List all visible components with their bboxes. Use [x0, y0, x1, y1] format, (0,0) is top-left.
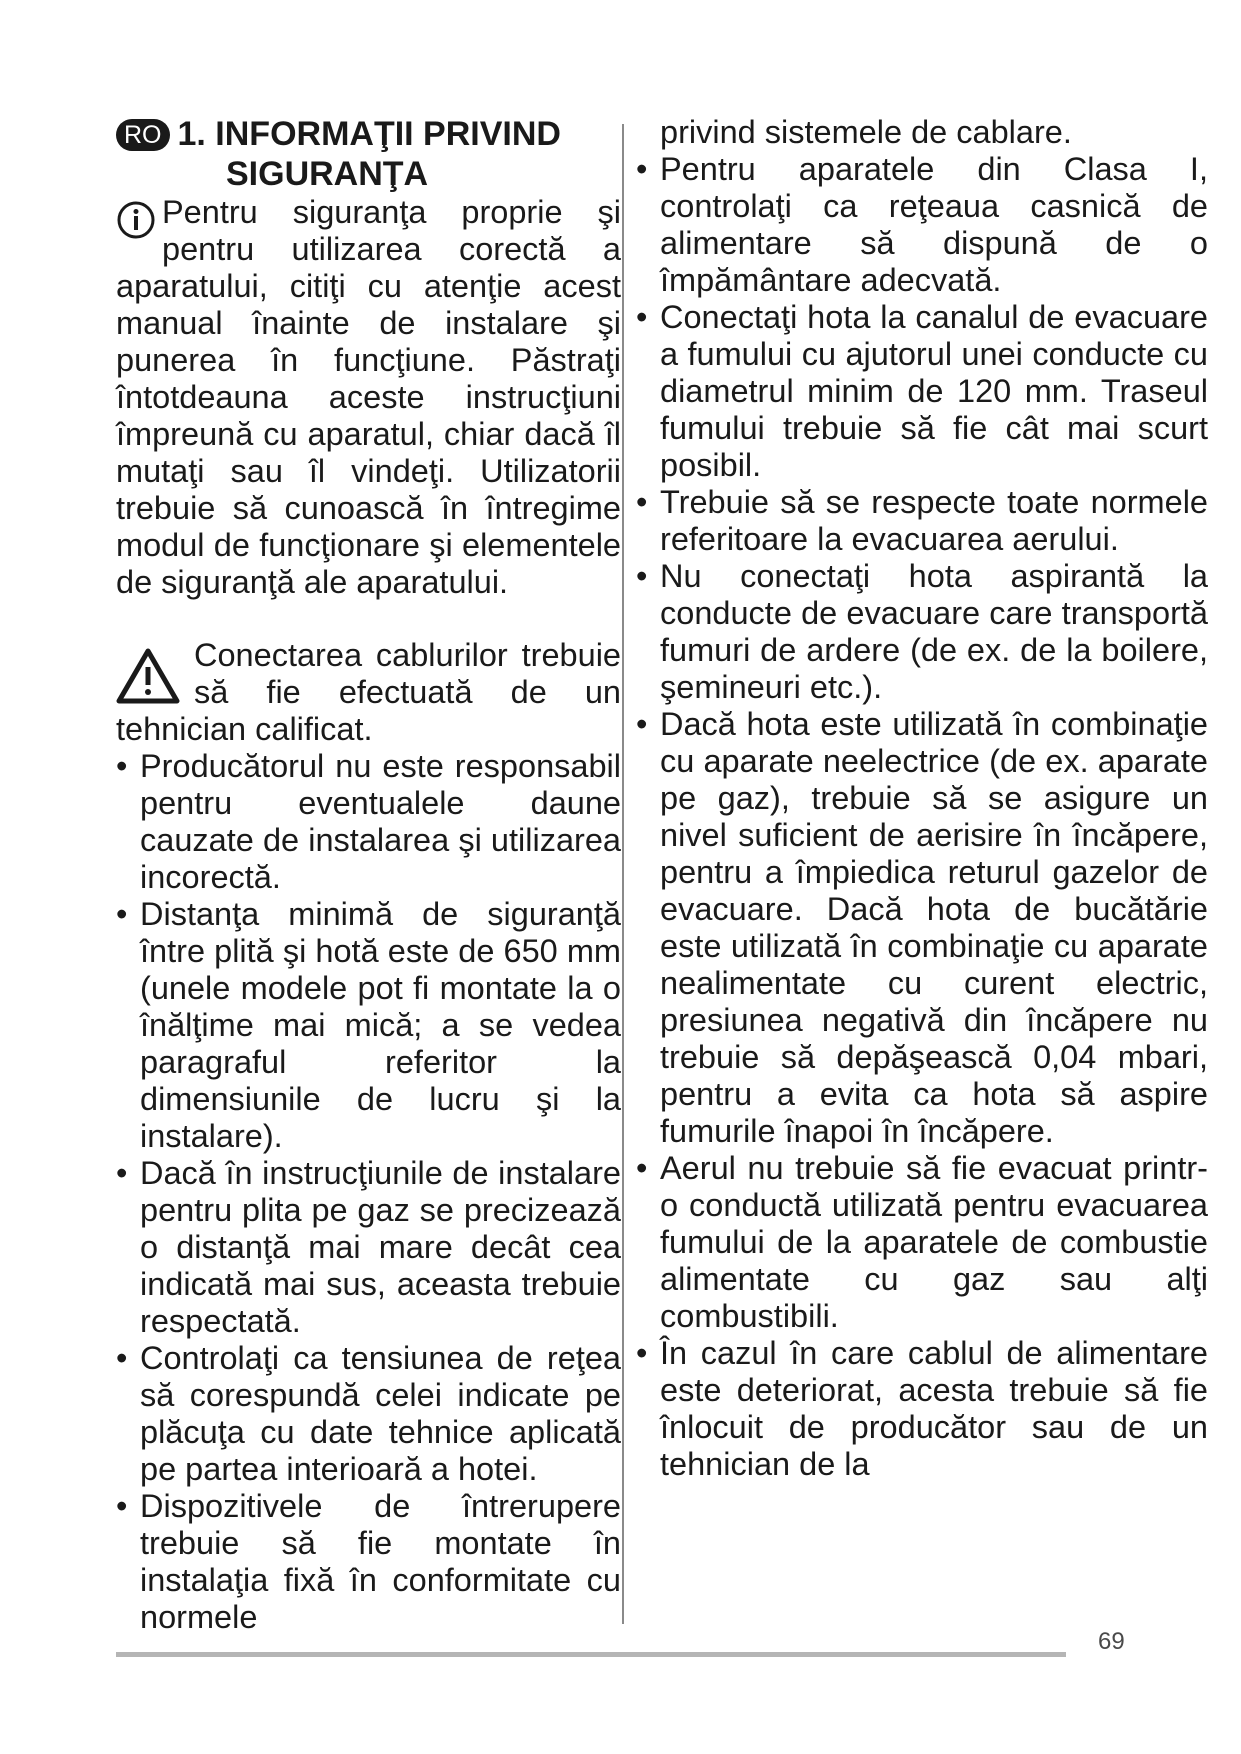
- list-item: • Producătorul nu este responsabil pentru eventualele daune cauzate de instalarea şi utilizarea incorectă.: [116, 748, 621, 896]
- warning-icon: [116, 647, 180, 705]
- info-icon: [116, 200, 156, 240]
- page-number: 69: [1098, 1628, 1125, 1655]
- list-item: • Conectaţi hota la canalul de evacuare a fumului cu ajutorul unei conducte cu diametrul minim de 120 mm. Traseul fumului trebuie să fie cât mai scurt posibil.: [636, 299, 1208, 484]
- heading-line-2: SIGURANŢA: [226, 155, 429, 193]
- language-badge: RO: [116, 119, 170, 151]
- section-heading: [116, 114, 621, 154]
- list-item: • În cazul în care cablul de alimentare este deteriorat, acesta trebuie să fie înlocuit de producător sau de un tehnician de la: [636, 1335, 1208, 1483]
- list-item: • Dacă hota este utilizată în combinaţie cu aparate neelectrice (de ex. aparate pe gaz), trebuie să se asigure un nivel suficient de aerisire în încăpere, pentru a împiedica returul gazelor de evacuare. Dacă hota de bucătărie este utilizată în combinaţie cu aparate nealimentate cu curent electric, presiunea negativă din încăpere nu trebuie să depăşească 0,04 mbari, pentru a evita ca hota să aspire fumurile înapoi în încăpere.: [636, 706, 1208, 1150]
- warning-block: [116, 637, 621, 748]
- footer-rule: [116, 1652, 1066, 1657]
- left-column: [116, 114, 621, 1636]
- list-item: • Controlaţi ca tensiunea de reţea să corespundă celei indicate pe plăcuţa cu date tehnice aplicată pe partea interioară a hotei.: [116, 1340, 621, 1488]
- list-item: • Distanţa minimă de siguranţă între plită şi hotă este de 650 mm (unele modele pot fi montate la o înălţime mai mică; a se vedea paragraful referitor la dimensiunile de lucru şi la instalare).: [116, 896, 621, 1155]
- list-item: • Pentru aparatele din Clasa I, controlaţi ca reţeaua casnică de alimentare să dispună de o împământare adecvată.: [636, 151, 1208, 299]
- right-column: [636, 114, 1208, 1483]
- warning-text: Conectarea cablurilor trebuie să fie efectuată de un tehnician calificat.: [116, 637, 621, 747]
- heading-line-1: 1. INFORMAŢII PRIVIND: [177, 115, 561, 153]
- intro-text: Pentru siguranţa proprie şi pentru utilizarea corectă a aparatului, citiţi cu atenţie acest manual înainte de instalare şi punerea în funcţiune. Păstraţi întotdeauna aceste instrucţiuni împreună cu aparatul, chiar dacă îl mutaţi sau îl vindeţi. Utilizatorii trebuie să cunoască în întregime modul de funcţionare şi elementele de siguranţă ale aparatului.: [116, 194, 621, 600]
- list-item: • Dispozitivele de întrerupere trebuie să fie montate în instalaţia fixă în conformitate cu normele: [116, 1488, 621, 1636]
- left-bullet-list: [116, 748, 621, 1636]
- column-divider: [622, 124, 624, 1624]
- list-item: • Nu conectaţi hota aspirantă la conducte de evacuare care transportă fumuri de ardere (de ex. de la boilere, şemineuri etc.).: [636, 558, 1208, 706]
- continuation-text: privind sistemele de cablare.: [660, 114, 1072, 150]
- intro-paragraph: [116, 194, 621, 601]
- list-item: • Aerul nu trebuie să fie evacuat printr-o conductă utilizată pentru evacuarea fumului de la aparatele de combustie alimentate cu gaz sau alţi combustibili.: [636, 1150, 1208, 1335]
- list-item: • Trebuie să se respecte toate normele referitoare la evacuarea aerului.: [636, 484, 1208, 558]
- right-bullet-list: [636, 151, 1208, 1483]
- list-item: • Dacă în instrucţiunile de instalare pentru plita pe gaz se precizează o distanţă mai mare decât cea indicată mai sus, aceasta trebuie respectată.: [116, 1155, 621, 1340]
